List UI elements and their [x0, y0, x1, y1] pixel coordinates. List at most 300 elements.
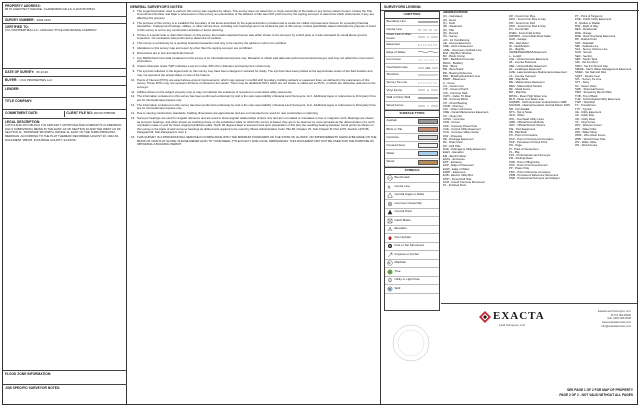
linetype-label: Structure — [386, 72, 399, 77]
note-number: 3. — [132, 32, 135, 37]
linetype-label: Chain Link or Wire Fence — [386, 32, 412, 41]
legal-description-label: LEGAL DESCRIPTION: — [5, 120, 41, 124]
general-note — [130, 22, 377, 32]
symbol-row — [385, 268, 439, 277]
lender-field — [3, 86, 127, 98]
surface-row — [385, 126, 439, 134]
abbreviation-item: RP - Radius Point — [575, 38, 597, 42]
abbreviation-item: CATV - Cable TV Riser — [443, 94, 472, 98]
abbreviation-item: PB - Plat Book — [509, 130, 527, 134]
abbreviation-item: ME - Maintenance Easement — [509, 81, 545, 85]
abbreviation-item: PP - Power Pole — [509, 167, 530, 171]
note-text: Points of Interest (POI's) are select above-ground improvements, which may appear in conflict with boundary, building setback or easement lines, as defined by the parameters of this survey. These POI's may not represent all items of interest to the viewer. There may be additional POI's which are not shown or called-out as POI's, or which are otherwise unknown to the surveyor. — [137, 77, 376, 89]
abbreviation-item: (R) - Record — [443, 31, 459, 35]
client-file-label: CLIENT FILE NO: — [66, 111, 94, 115]
guywire-icon — [387, 252, 393, 258]
abbreviation-item: STY - Story — [575, 81, 590, 85]
abbreviation-item: BR - Bearing Reference — [443, 71, 473, 75]
symbol-row — [385, 192, 439, 201]
abbreviation-item: (C) - Calculated — [443, 15, 463, 19]
svg-text:W: W — [388, 287, 391, 291]
symbol-row — [385, 234, 439, 243]
abbreviation-item: WMF - Wire Mesh Fence — [575, 134, 606, 138]
symbol-label: Catch Basin — [394, 217, 411, 222]
survey-sheet — [2, 2, 638, 405]
abbreviation-item: MHWL - Mean High Water Line — [509, 94, 548, 98]
linetype-row — [385, 57, 439, 65]
abbreviation-item: C - Curve — [443, 81, 455, 85]
svg-text:o: o — [426, 89, 429, 93]
svg-text:x: x — [426, 36, 429, 40]
elevation-icon — [387, 226, 393, 232]
abbreviation-item: L - Length — [509, 54, 522, 58]
abbreviation-item: EOW - Edge of Water — [443, 167, 470, 171]
abbreviation-item: ANE - Anchor Easement — [443, 45, 473, 49]
surface-swatch — [418, 151, 438, 156]
company-logo-word: EXACTA — [493, 310, 545, 322]
surface-row — [385, 134, 439, 142]
abbreviation-item: PI - Point of Intersection — [509, 147, 539, 151]
note-text: The information contained on this survey has been performed exclusively by and is the sole responsibility of Exacta Land Surveyors, LLC. Additional logos or references to third party firms are for informational purposes only. — [137, 102, 376, 111]
linetype-label: Easement — [386, 41, 401, 46]
abbreviation-item: S/W - Sidewalk — [575, 41, 594, 45]
note-number: 11. — [131, 89, 135, 94]
date-of-survey-value: 05.13.20 — [36, 70, 48, 74]
property-address-value: 89 W CHESTNUT AVENUE, CLARENDON HILLS, ILLINOIS 60514 — [5, 7, 95, 11]
abbreviation-item: PT - Point of Tangency — [575, 15, 603, 18]
buyer-field — [3, 77, 127, 86]
abbreviation-item: FF - Finished Floor — [443, 184, 467, 188]
surface-swatch — [418, 127, 438, 132]
linetype-label: Center Line — [386, 26, 403, 31]
abbreviation-item: CLF - Chain Link Fence — [443, 108, 473, 112]
abbreviation-item: SMWE - Storm Water Management Easement — [575, 68, 632, 71]
surface-label: Brick or Tile — [386, 126, 403, 131]
abbreviation-item: PL - Plat — [509, 150, 520, 154]
abbreviation-item: SBL - Setback Line — [575, 44, 599, 48]
abbreviation-item: DH - Drill Hole — [443, 144, 461, 148]
abbreviation-item: BLDG - Building — [443, 61, 463, 65]
abbreviation-item: VF - Vinyl Fence — [575, 121, 596, 124]
linetype-swatch — [418, 81, 438, 85]
general-note — [130, 104, 377, 111]
surface-swatch — [418, 143, 438, 148]
note-text: This survey is exclusively for a pending financial transaction and only to be used by the parties to whom it is certified. — [137, 41, 287, 46]
note-text: If there is a septic tank or drain field shown on this survey, the location depicted hereon was either shown to the surveyor by a third party or it was estimated by visual above ground inspection. No excavation was performed to determine its location. — [137, 32, 367, 41]
common-ownership-icon — [387, 201, 393, 207]
linetypes-list — [385, 19, 439, 110]
certified-to-field — [3, 24, 127, 69]
abbreviation-item: SEC - Section — [575, 54, 593, 58]
abbreviation-item: PCP - Permanent Control Point — [509, 140, 548, 144]
symbol-row — [385, 277, 439, 286]
surface-row — [385, 159, 439, 167]
note-number: 12. — [130, 94, 135, 99]
general-notes-list — [130, 10, 377, 147]
linetype-swatch — [418, 96, 438, 100]
pole-icon — [387, 277, 393, 283]
footer-line-1: SEE PAGE 1 OF 2 FOR MAP OF PROPERTY — [567, 388, 633, 393]
survey-number-value: 2003.2613 — [36, 18, 51, 22]
abbreviation-item: UE - Utility Easement — [575, 111, 602, 115]
abbreviation-item: BLK - Block — [443, 65, 458, 69]
symbols-list — [385, 175, 439, 294]
lender-label: LENDER: — [5, 87, 20, 91]
monument-icon — [387, 243, 393, 249]
linetype-row — [385, 87, 439, 95]
company-block — [441, 303, 637, 401]
catch-basin-icon — [387, 218, 393, 224]
abbreviation-item: ID - Identification — [509, 44, 530, 48]
abbreviation-item: WF - Wood Fence — [575, 144, 598, 148]
abbreviation-item: SIR - Set Iron Rod — [575, 61, 598, 65]
surface-types-heading: SURFACE TYPES — [385, 110, 439, 118]
abbreviation-item: C/P - Covered Porch — [443, 88, 469, 92]
general-note — [130, 117, 377, 134]
job-notes-field — [3, 385, 127, 404]
abbreviation-item: TYP - Typical — [575, 107, 592, 111]
note-number: 14. — [130, 111, 135, 116]
surface-swatch — [418, 160, 438, 165]
abbreviation-item: GAR - Garage — [509, 38, 527, 42]
linetype-label: Wood Fence — [386, 102, 404, 107]
abbreviation-item: DE - Drainage Easement — [443, 137, 474, 141]
abbreviation-item: R - Radius or Radial — [575, 21, 600, 25]
surface-swatch — [418, 135, 438, 140]
company-logo — [479, 310, 545, 324]
legal-description-field — [3, 119, 127, 371]
abbreviation-item: PRM - Permanent Reference Monument — [509, 174, 559, 177]
general-notes-title: GENERAL SURVEYOR'S NOTES: — [130, 4, 184, 9]
abbreviation-item: PC - Point of Curvature — [509, 134, 538, 138]
abbreviation-item: SQFT - Square Feet — [575, 74, 600, 78]
symbol-row — [385, 226, 439, 235]
abbreviation-item: WM - Water Meter — [575, 130, 598, 134]
company-subtitle: Land Surveyors, LLC — [499, 323, 526, 327]
abbreviation-item: WPP - Wood Power Pole — [575, 137, 606, 141]
abbreviation-item: (F) - Field — [443, 22, 455, 26]
certified-to-label: CERTIFIED TO: — [5, 25, 29, 29]
symbol-label: Manhole — [394, 260, 407, 265]
abbreviation-item: SV - Sewer Valve — [575, 84, 597, 88]
abbreviation-item: LE - Landscape Easement — [509, 68, 542, 71]
abbreviation-item: NTS - Not to Scale — [509, 111, 532, 115]
note-text: Utilities shown on the subject property may or may not indicate the existence of recorded or unrecorded utility easements. — [137, 89, 293, 94]
date-of-survey-label: DATE OF SURVEY: — [5, 70, 35, 74]
control-point-icon — [387, 209, 393, 215]
general-notes-column — [127, 3, 381, 404]
abbreviations-list-1 — [443, 15, 507, 187]
well-icon — [387, 286, 393, 292]
general-note — [130, 79, 377, 89]
abbreviation-item: B/W - Bay/Box Window — [443, 51, 472, 55]
abbreviations-column-1 — [443, 11, 507, 188]
abbreviation-item: TOB - Top of Bank — [575, 94, 598, 98]
surface-row — [385, 118, 439, 126]
legend-title: SURVEYORS LEGEND: — [381, 3, 639, 11]
note-number: 4. — [132, 41, 135, 46]
linetype-swatch — [418, 50, 438, 54]
title-company-label: TITLE COMPANY: — [5, 99, 33, 103]
abbreviation-item: TWP - Township — [575, 101, 595, 105]
general-note — [130, 57, 377, 64]
abbreviation-item: RES - Residential — [575, 28, 597, 32]
symbol-label: Utility or Light Pole — [394, 277, 420, 282]
abbreviation-item: PSM - Professional Surveyor and Mapper — [509, 177, 560, 181]
linetype-row — [385, 42, 439, 50]
commitment-cell — [5, 111, 64, 117]
abbreviation-item: SEP - Septic Tank — [575, 58, 598, 62]
abbreviation-item: CPP - Concrete Power Pole — [443, 124, 478, 128]
general-note — [130, 70, 377, 77]
legal-description-value: LOTS 9 AND 10 IN BLOCK 4 IN ARTHUR T. MCINTOSH AND COMPANY'S CLARENDON HILLS SUBDIVISION, BEING IN THE EAST 1/2 OF SECTION 10 AND THE WEST 1/2 OF SECTION 11, TOWNSHIP 38 NORTH, RANGE 11, EAST OF THE THIRD PRINCIPAL MERIDIAN, ACCORDING TO THE PLAT THEREOF RECORDED AUGUST 26, 1922 AS DOCUMENT 158478, IN DUPAGE COUNTY, ILLINOIS. — [5, 123, 122, 142]
abbreviation-item: (P) - Plat — [443, 28, 454, 32]
abbreviation-item: CVG - Concrete Valley Gutter — [443, 131, 480, 135]
abbreviation-item: MB - Map Book — [509, 77, 528, 81]
note-number: 10. — [130, 77, 135, 82]
note-text: Alterations to this survey map and report by other than the signing surveyor are prohibited. — [137, 46, 253, 51]
linetypes-heading: LINETYPES — [385, 12, 439, 19]
note-number: 16. — [130, 135, 135, 140]
abbreviation-item: D/W - Driveway — [443, 134, 463, 138]
abbreviation-item: CHIM - Chimney — [443, 104, 464, 108]
abbreviation-item: NR - Non-Radial — [509, 107, 530, 111]
contact-line: PLS # 184-00000 — [610, 313, 631, 317]
note-number: 1. — [132, 8, 135, 13]
exacta-logo-icon — [479, 311, 491, 323]
general-note — [130, 10, 377, 20]
note-number: 8. — [132, 64, 135, 69]
surface-row — [385, 150, 439, 158]
abbreviation-item: LBE - Limited Buffer Easement — [509, 64, 547, 68]
linetype-label: Iron Fence — [386, 57, 401, 62]
linetype-row — [385, 95, 439, 103]
linetypes-box — [384, 11, 440, 311]
property-info-column — [3, 3, 127, 404]
abbreviation-item: PRC - Point of Reverse Curvature — [509, 170, 551, 174]
linetype-swatch — [418, 43, 438, 47]
contact-line: info@exactaservices.com — [601, 324, 631, 328]
linetype-row — [385, 64, 439, 72]
surface-label: Concrete — [386, 134, 399, 139]
abbreviation-item: ILL - Illegible — [509, 48, 525, 52]
abbreviation-item: MH - Manhole — [509, 91, 527, 95]
note-text: Unless otherwise noted "SIR" indicates a set iron rebar, 5/8 inch in diameter and twenty-four inches long. — [137, 64, 271, 69]
abbreviation-item: SIRC - Set Iron Rod & Cap — [575, 64, 608, 68]
linetype-swatch — [418, 28, 438, 32]
abbreviation-item: EM - Electric Meter — [443, 154, 467, 158]
abbreviation-item: CONC - Concrete — [443, 118, 465, 122]
abbreviation-item: CO - Clean Out — [443, 114, 462, 118]
abbreviation-item: ENT - Entrance — [443, 161, 462, 165]
abbreviation-item: EOP - Edge of Pavement — [443, 164, 474, 168]
survey-number-label: SURVEY NUMBER: — [5, 18, 35, 22]
abbreviation-item: DUE - Drainage & Utility Easement — [443, 147, 486, 151]
abbreviation-item: P/E - Pool Equipment — [509, 127, 536, 131]
abbreviation-item: POB - Point of Beginning — [509, 160, 540, 164]
abbreviation-item: MES - Mitered End Section — [509, 84, 543, 88]
abbreviation-item: PUE - Public Utility Easement — [575, 18, 612, 22]
svg-text:ℌ: ℌ — [386, 184, 390, 190]
abbreviation-item: LB - License Business — [509, 61, 537, 65]
general-note — [130, 34, 377, 41]
abbreviation-item: FN - Found Nail — [509, 28, 529, 32]
abbreviation-item: FRRSPK - Found Rail Road Spike — [509, 34, 551, 38]
abbreviation-item: CME - Canal Maintenance Easement — [443, 111, 489, 115]
surface-row — [385, 142, 439, 150]
abbreviation-item: OFS - Offset — [509, 114, 525, 118]
abbreviation-item: UP - Utility Pole — [575, 114, 595, 118]
job-notes-label: JOB SPECIFIC SURVEYOR NOTES: — [5, 386, 61, 390]
abbreviations-column-2 — [509, 15, 573, 181]
general-note — [130, 52, 377, 55]
abbreviation-item: GM - Gas Meter — [509, 41, 529, 45]
note-number: 2. — [132, 20, 135, 25]
abbreviation-item: TBM - Temporary Bench Mark — [575, 91, 612, 95]
note-text: The information contained on this survey has been performed exclusively by and is the sole responsibility of Exacta Land Surveyors, LLC. Additional logos or references to third party firms are for informational purposes only. — [137, 94, 376, 102]
symbol-label: Tree — [394, 268, 401, 273]
svg-text:M: M — [387, 262, 390, 266]
linetype-row — [385, 102, 439, 110]
linetype-row — [385, 49, 439, 57]
abbreviation-item: AE - Access Easement — [443, 41, 471, 45]
abbreviation-item: CH - Chord Bearing — [443, 101, 468, 105]
abbreviation-item: COR - Corner — [443, 121, 460, 125]
abbreviations-heading: ABBREVIATIONS — [443, 10, 468, 14]
note-number: 6. — [132, 50, 135, 55]
hydrant-icon — [387, 235, 393, 241]
abbreviation-item: INGRESS/EGRESS Easement — [509, 51, 547, 55]
note-number: 7. — [132, 55, 135, 60]
abbreviation-item: CUE - Control Utility Easement — [443, 128, 481, 132]
abbreviation-item: SN&D - Set Nail and Disc — [575, 71, 607, 75]
commitment-label: COMMITMENT DATE: — [5, 111, 39, 115]
note-text: The purpose of this survey is to establish the boundary of the lands described by the legal description provided and to locate the visible improvements thereon for a pending financial transaction. Underground footings, utilities, or other service lines, including roof overhangs were not located as part of this survey. Unless specifically stated otherwise the purpose of intent of this survey is not for any construction activities or future planning. — [137, 20, 376, 32]
abbreviation-item: LS - License Surveyor — [509, 74, 537, 78]
linetype-swatch — [418, 20, 438, 24]
abbreviation-item: C/L - Center Line — [443, 84, 464, 88]
symbol-label: Elevation — [394, 226, 407, 231]
abbreviation-item: ESMT - Easement — [443, 171, 466, 175]
flood-zone-label: FLOOD ZONE INFORMATION: — [5, 372, 52, 376]
linetype-label: Survey Tie Line — [386, 79, 408, 84]
linetype-swatch — [418, 88, 438, 92]
linetype-swatch — [418, 104, 438, 108]
linetype-label: Wall or Party Wall — [386, 95, 411, 100]
note-text: Surveyor bearings are used for angular reference and are used to show angular relationships of lines only and are not related or orientated to true or magnetic north. Bearings are shown as surveyor bearings, and when shown as matching those on the subdivision plats on which this survey is based, they are to be deemed no more accurate as the determination of a north orientation made on and for those original subdivision plats. North 00 degrees East is assumed and upon preparation of this plat, the resulting bearing between found points as shown on this survey is the basis of said surveyor bearings as defined and required to be noted by Illinois Administrative Code Title 68, Chapter VII, Sub-Chapter B, Part 1270, Section 1270.56, Paragraph B, Sub-Paragraph 6, Item k. — [137, 116, 375, 135]
title-company-field — [3, 98, 127, 110]
linetype-row — [385, 80, 439, 88]
note-text: Due to varying construction standards, building dimensions are approximate and are not intended to be used for new construction or planning. — [137, 111, 319, 116]
abbreviation-item: F/DH - Found Drill Hole — [443, 177, 472, 181]
abbreviation-item: ORV - Official Record Volume — [509, 124, 546, 128]
certified-to-value: CCU PROPERTIES LLC; CHICAGO TITLE INSURANCE COMPANY — [5, 28, 97, 32]
surface-label: Wood — [386, 159, 395, 164]
abbreviation-item: POC - Point of Commencement — [509, 164, 548, 168]
symbol-row — [385, 200, 439, 209]
svg-text:OHL: OHL — [424, 66, 431, 70]
general-note — [130, 47, 377, 50]
abbreviation-item: MLH - Mean Low Water Line — [509, 97, 544, 101]
symbol-row — [385, 217, 439, 226]
buyer-value: CCU PROPERTIES LLC — [19, 78, 53, 82]
linetype-swatch — [418, 35, 438, 39]
abbreviation-item: OHL - Overhead Utility Lines — [509, 117, 544, 121]
symbol-label: Well — [394, 285, 401, 290]
survey-number-field — [3, 17, 127, 24]
abbreviation-item: ENCL - Enclosure — [443, 157, 465, 161]
abbreviation-item: EUB - Electric Utility Box — [443, 174, 474, 178]
flood-zone-field — [3, 371, 127, 385]
symbol-label: Find or Set Monument — [394, 243, 425, 248]
abbreviation-item: LME - Lake/Landscape Maintenance Easement — [509, 71, 567, 75]
page-footer-note — [559, 388, 633, 397]
symbol-row — [385, 285, 439, 294]
abbreviation-item: CB - Concrete Block — [443, 98, 468, 102]
linetype-label: Overhead Lines — [386, 64, 408, 69]
symbol-row — [385, 251, 439, 260]
commitment-row — [3, 110, 127, 119]
symbol-label: Control Point — [394, 209, 412, 214]
contact-line: Exacta Land Surveyors, LLC — [597, 310, 631, 313]
symbol-row — [385, 175, 439, 184]
abbreviation-item: BC - Block Corner — [443, 55, 466, 59]
property-address-label: PROPERTY ADDRESS: — [5, 4, 41, 8]
centerline-icon — [387, 184, 393, 190]
symbol-label: Central Angle or Delta — [394, 192, 424, 197]
linetype-label: Vinyl Fence — [386, 87, 403, 92]
benchmark-icon — [387, 175, 393, 181]
note-text: The symbols reflected in the legend and on this survey may have been enlarged or reduced for clarity. The symbols have been plotted at the approximate center of the field location and may not represent the actual shape or size of the feature. — [137, 69, 373, 77]
abbreviation-item: LAE - Limited Access Easement — [509, 58, 549, 62]
abbreviation-item: (M) - Measured — [443, 25, 462, 29]
contact-line: www.exactaservices.com — [602, 320, 631, 324]
abbreviation-item: (D) - Deed — [443, 18, 456, 22]
abbreviation-item: R/W - Right of Way — [575, 24, 599, 28]
client-file-value: 20CSC7055936 — [93, 111, 116, 115]
abbreviation-item: W/F - Water Filter — [575, 127, 597, 131]
manhole-icon — [387, 260, 393, 266]
symbol-label: Fire Hydrant — [394, 234, 412, 239]
linetype-row — [385, 19, 439, 27]
abbreviation-item: BFP - Backflow Preventer — [443, 58, 475, 62]
abbreviation-item: MF - Metal Fence — [509, 87, 531, 91]
symbol-label: Benchmark — [394, 175, 410, 180]
note-text: THIS SURVEY IS A PROFESSIONAL SERVICE IN COMPLIANCE WITH THE MINIMUM STANDARDS OF THE STATE OF ILLINOIS. NO IMPROVEMENTS SHOULD BE MADE ON THE BASIS OF THIS PLAT ALONE. PLEASE REFER ALSO TO YOUR DEED, TITLE POLICY AND LOCAL ORDINANCES. THIS DOCUMENT MAY NOT BE USED FOR THE PURPOSE OF OBTAINING A BUILDING PERMIT. — [137, 135, 377, 146]
tree-icon — [387, 269, 393, 275]
abbreviation-item: FIR - Found Iron Rod — [509, 21, 535, 25]
linetype-row — [385, 34, 439, 42]
abbreviation-item: BRL - Building Restriction Line — [443, 75, 481, 79]
abbreviations-list-2 — [509, 15, 573, 181]
note-number: 5. — [132, 46, 135, 51]
abbreviation-item: TX - Transformer — [575, 104, 596, 108]
abbreviation-item: STL - Survey Tie Line — [575, 77, 602, 81]
abbreviation-item: A/C - Air Conditioning — [443, 38, 470, 42]
abbreviation-item: SCR - Screen — [575, 51, 592, 55]
svg-text:/: / — [427, 104, 428, 108]
linetype-swatch — [418, 66, 438, 70]
abbreviation-item: FIPC - Found Iron Pipe & Cap — [509, 18, 546, 22]
abbreviation-item: NAVD88 - North American Vertical Datum 1988 — [509, 101, 567, 105]
abbreviation-item: RGE - Range — [575, 31, 592, 35]
contact-line: Cell: (000) 000-0000 — [607, 317, 631, 321]
abbreviation-item: FIP - Found Iron Pipe — [509, 15, 536, 18]
abbreviation-item: FCM - Found Concrete Monument — [443, 181, 485, 185]
abbreviation-item: SCL - Survey Closure Line — [575, 48, 608, 52]
footer-line-2: PAGE 2 OF 2 - NOT VALID WITHOUT ALL PAGES — [559, 392, 633, 397]
note-number: 13. — [130, 102, 135, 107]
